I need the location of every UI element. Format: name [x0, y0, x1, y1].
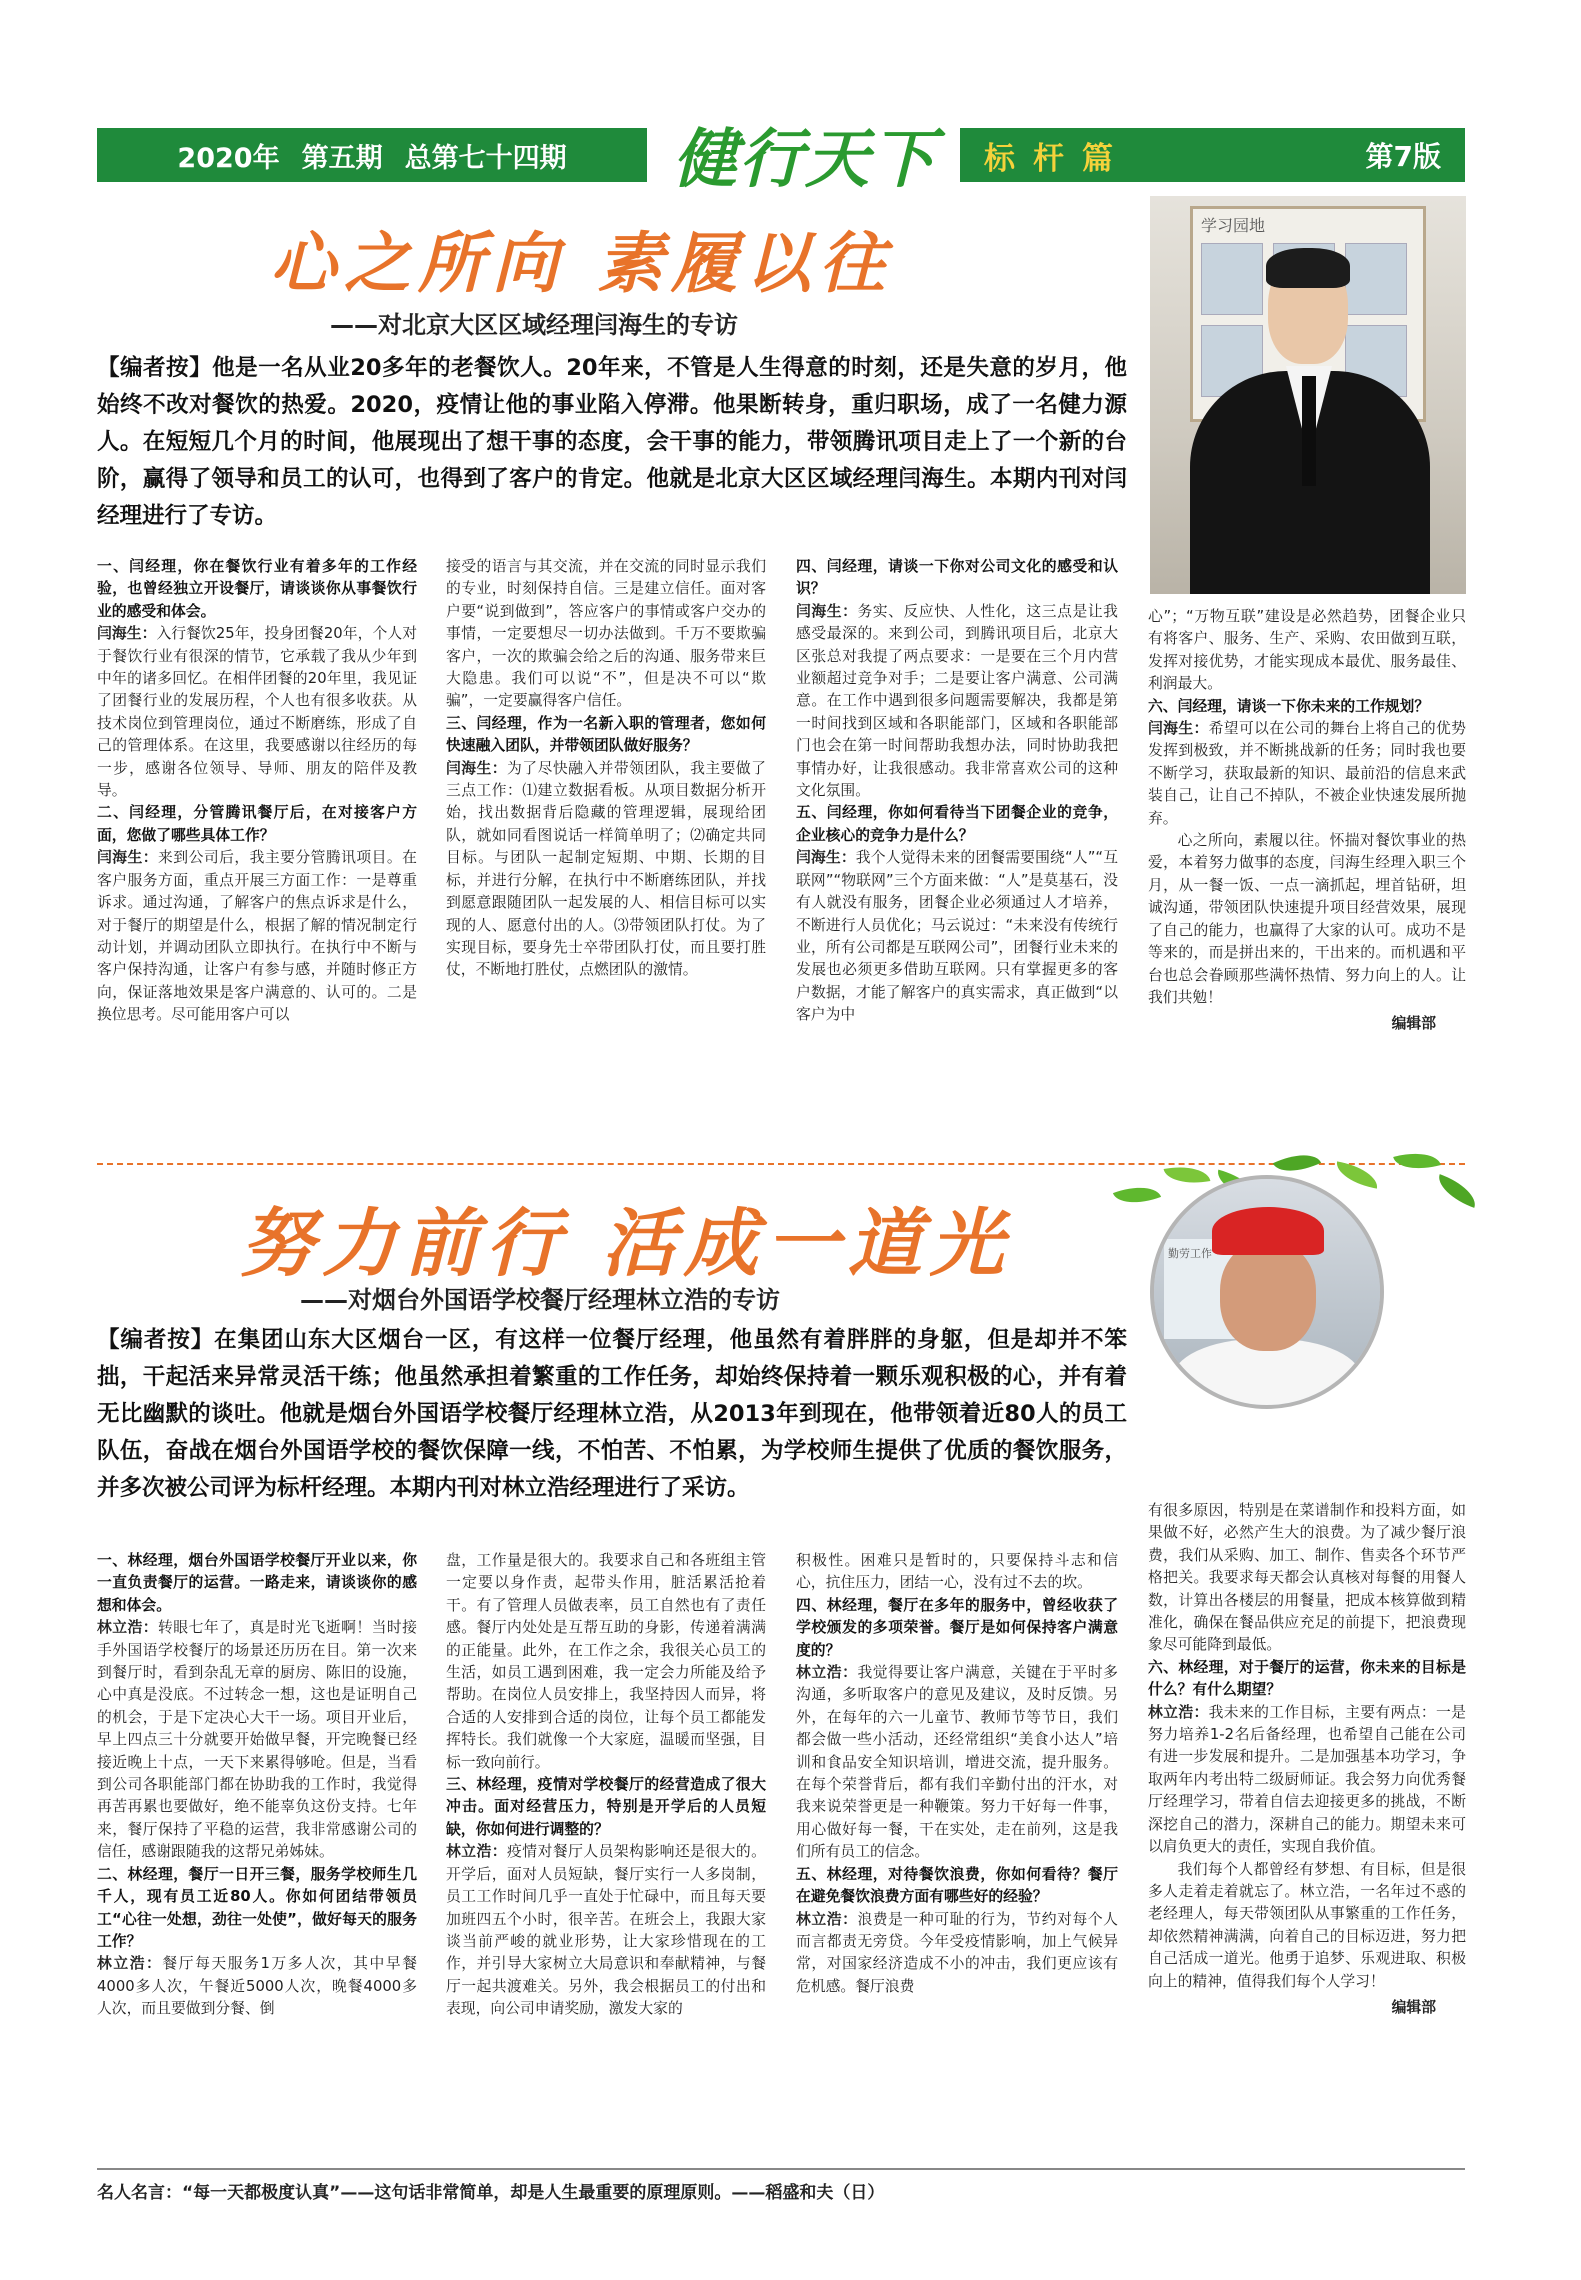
article2-answer-5: 浪费是一种可耻的行为，节约对每个人而言都责无旁贷。今年受疫情影响，加上气候异常，对国家经济造成不小的冲击，我们更应该有危机感。餐厅浪费 [796, 1910, 1118, 1995]
article1-answer-1: 入行餐饮25年，投身团餐20年，个人对于餐饮行业有很深的情节，它承载了我从少年到中年的诸多回忆。在相伴团餐的20年里，我见证了团餐行业的发展历程，个人也有很多收获。从技术岗位到管理岗位，通过不断磨练，形成了自己的管理体系。在这里，我要感谢以往经历的每一步，感谢各位领导、导师、朋友的陪伴及教导。 [97, 625, 417, 800]
article2-answer-2: 餐厅每天服务1万多人次，其中早餐4000多人次，午餐近5000人次，晚餐4000多人次，而且要做到分餐、倒 [97, 1955, 417, 2018]
page-number: 第7版 [1365, 140, 1441, 173]
article2-question-5: 五、林经理，对待餐饮浪费，你如何看待？餐厅在避免餐饮浪费方面有哪些好的经验？ [796, 1865, 1118, 1906]
article1-answer-3: 为了尽快融入并带领团队，我主要做了三点工作：⑴建立数据看板。从项目数据分析开始，找出数据背后隐藏的管理逻辑，展现给团队，就如同看图说话一样简单明了；⑵确定共同目标。与团队一起制定短期、中期、长期的目标，并进行分解，在执行中不断磨练团队，并找到愿意跟随团队一起发展的人、相信目标可以实现的人、愿意付出的人。⑶带领团队打仗。为了实现目标，要身先士卒带团队打仗，而且要打胜仗，不断地打胜仗，点燃团队的激情。 [446, 759, 766, 979]
article2-answer-4: 我觉得要让客户满意，关键在于平时多沟通，多听取客户的意见及建议，及时反馈。另外，在每年的六一儿童节、教师节等节日，我们都会做一些小活动，还经常组织“美食小达人”培训和食品安全知识培训，增进交流，提升服务。在每个荣誉背后，都有我们辛勤付出的汗水，对我来说荣誉更是一种鞭策。努力干好每一件事，用心做好每一餐，干在实处，走在前列，这是我们所有员工的信念。 [796, 1664, 1118, 1861]
notice-board-title: 学习园地 [1201, 216, 1266, 235]
interviewee-name: 林立浩： [796, 1664, 858, 1682]
article1-question-3: 三、闫经理，作为一名新入职的管理者，您如何快速融入团队，并带领团队做好服务？ [446, 714, 766, 755]
article2-answer-5-cont: 有很多原因，特别是在菜谱制作和投料方面，如果做不好，必然产生大的浪费。为了减少餐厅浪费，我们从采购、加工、制作、售卖各个环节严格把关。我要求每天都会认真核对每餐的用餐人数，计算出各楼层的用餐量，把成本核算做到精准化，确保在餐品供应充足的前提下，把浪费现象尽可能降到最低。 [1148, 1502, 1466, 1654]
article1-answer-2-cont: 接受的语言与其交流，并在交流的同时显示我们的专业，时刻保持自信。三是建立信任。面对客户要“说到做到”，答应客户的事情或客户交办的事情，一定要想尽一切办法做到。千万不要欺骗客户，一次的欺骗会给之后的沟通、服务带来巨大隐患。我们可以说“不”，但是决不可以“欺骗”，一定要赢得客户信任。 [446, 558, 766, 710]
article1-question-6: 六、闫经理，请谈一下你未来的工作规划？ [1148, 697, 1430, 715]
article1-question-2: 二、闫经理，分管腾讯餐厅后，在对接客户方面，您做了哪些具体工作？ [97, 804, 417, 844]
interviewee-name: 闫海生： [796, 849, 856, 867]
article1-answer-2: 来到公司后，我主要分管腾讯项目。在客户服务方面，重点开展三方面工作：一是尊重诉求。通过沟通，了解客户的焦点诉求是什么，对于餐厅的期望是什么，根据了解的情况制定行动计划，并调动团队立即执行。在执行中不断与客户保持沟通，让客户有参与感，并随时修正方向，保证落地效果是客户满意的、认可的。二是换位思考。尽可能用客户可以 [97, 849, 417, 1024]
article1-portrait-photo [1150, 196, 1466, 594]
interviewee-name: 林立浩： [796, 1910, 858, 1928]
article1-answer-6: 希望可以在公司的舞台上将自己的优势发挥到极致，并不断挑战新的任务；同时我也要不断学习，获取最新的知识、最前沿的信息来武装自己，让自己不掉队，不被企业快速发展所抛弃。 [1148, 720, 1466, 827]
article2-column-3 [796, 1550, 1118, 1998]
article2-answer-6: 我未来的工作目标，主要有两点：一是努力培养1-2名后备经理，也希望自己能在公司有进一步发展和提升。二是加强基本功学习，争取两年内考出特二级厨师证。我会努力向优秀餐厅经理学习，带着自信去迎接更多的挑战，不断深挖自己的潜力，深耕自己的能力。期望未来可以肩负更大的责任，实现自我价值。 [1148, 1703, 1466, 1856]
article2-headline: 努力前行 活成一道光 [240, 1201, 1012, 1287]
article1-column-3 [796, 556, 1118, 1027]
issue-number: 第五期 [301, 142, 383, 174]
article1-editor-note: 【编者按】他是一名从业20多年的老餐饮人。20年来，不管是人生得意的时刻，还是失意的岁月，他始终不改对餐饮的热爱。2020，疫情让他的事业陷入停滞。他果断转身，重归职场，成了一名健力源人。在短短几个月的时间，他展现出了想干事的态度，会干事的能力，带领腾讯项目走上了一个新的台阶，赢得了领导和员工的认可，也得到了客户的肯定。他就是北京大区区域经理闫海生。本期内刊对闫经理进行了专访。 [97, 355, 1127, 529]
article1-question-1: 一、闫经理，你在餐饮行业有着多年的工作经验，也曾经独立开设餐厅，请谈谈你从事餐饮行业的感受和体会。 [97, 558, 417, 620]
section-bar [960, 128, 1465, 182]
article1-question-5: 五、闫经理，你如何看待当下团餐企业的竞争，企业核心的竞争力是什么？ [796, 804, 1118, 844]
issue-year: 2020年 [177, 142, 280, 174]
article2-answer-3: 疫情对餐厅人员架构影响还是很大的。开学后，面对人员短缺，餐厅实行一人多岗制，员工工作时间几乎一直处于忙碌中，而且每天要加班四五个小时，很辛苦。在班会上，我跟大家谈当前严峻的就业形势，让大家珍惜现在的工作，并引导大家树立大局意识和奉献精神，与餐厅一起共渡难关。另外，我会根据员工的付出和表现，向公司申请奖励，激发大家的 [446, 1843, 766, 2018]
interviewee-name: 闫海生： [796, 602, 858, 620]
article2-portrait-photo [1150, 1175, 1384, 1409]
footer-quote: 名人名言：“每一天都极度认真”——这句话非常简单，却是人生最重要的原理原则。——稻盛和夫（日） [97, 2183, 885, 2203]
footer-rule [97, 2168, 1465, 2170]
article2-answer-3-cont: 积极性。困难只是暂时的，只要保持斗志和信心，抗住压力，团结一心，没有过不去的坎。 [796, 1552, 1118, 1592]
article2-question-4: 四、林经理，餐厅在多年的服务中，曾经收获了学校颁发的多项荣誉。餐厅是如何保持客户满意度的？ [796, 1596, 1118, 1659]
article2-question-6: 六、林经理，对于餐厅的运营，你未来的目标是什么？有什么期望？ [1148, 1658, 1466, 1699]
article1-closing: 心之所向，素履以往。怀揣对餐饮事业的热爱，本着努力做事的态度，闫海生经理入职三个月，从一餐一饭、一点一滴抓起，埋首钻研，坦诚沟通，带领团队快速提升项目经营效果，展现了自己的能力，也赢得了大家的认可。成功不是等来的，而是拼出来的，干出来的。而机遇和平台也总会眷顾那些满怀热情、努力向上的人。让我们共勉！ [1148, 832, 1466, 1006]
article1-column-1 [97, 556, 417, 1027]
masthead-logo: 健行天下 [673, 122, 937, 197]
article2-column-1 [97, 1550, 417, 2021]
article1-answer-5-cont: 心”；“万物互联”建设是必然趋势，团餐企业只有将客户、服务、生产、采购、农田做到互联，发挥对接优势，才能实现成本最优、服务最佳、利润最大。 [1148, 608, 1466, 693]
article2-editor-note: 【编者按】在集团山东大区烟台一区，有这样一位餐厅经理，他虽然有着胖胖的身躯，但是却并不笨拙，干起活来异常灵活干练；他虽然承担着繁重的工作任务，却始终保持着一颗乐观积极的心，并有着无比幽默的谈吐。他就是烟台外国语学校餐厅经理林立浩，从2013年到现在，他带领着近80人的员工队伍，奋战在烟台外国语学校的餐饮保障一线，不怕苦、不怕累，为学校师生提供了优质的餐饮服务，并多次被公司评为标杆经理。本期内刊对林立浩经理进行了采访。 [97, 1327, 1127, 1501]
interviewee-name: 闫海生： [1148, 720, 1209, 738]
interviewee-name: 闫海生： [97, 849, 159, 867]
interviewee-name: 林立浩： [1148, 1703, 1209, 1721]
article1-subtitle: ——对北京大区区域经理闫海生的专访 [330, 311, 738, 339]
article1-question-4: 四、闫经理，请谈一下你对公司文化的感受和认识？ [796, 558, 1118, 598]
article2-answer-1: 转眼七年了，真是时光飞逝啊！当时接手外国语学校餐厅的场景还历历在目。第一次来到餐厅时，看到杂乱无章的厨房、陈旧的设施，心中真是没底。不过转念一想，这也是证明自己的机会，于是下定决心大干一场。项目开业后，早上四点三十分就要开始做早餐，开完晚餐已经接近晚上十点，一天下来累得够呛。但是，当看到公司各职能部门都在协助我的工作时，我觉得再苦再累也要做好，绝不能辜负这份支持。七年来，餐厅保持了平稳的运营，我非常感谢公司的信任，感谢跟随我的这帮兄弟姊妹。 [97, 1619, 417, 1861]
article2-closing: 我们每个人都曾经有梦想、有目标，但是很多人走着走着就忘了。林立浩，一名年过不惑的老经理人，每天带领团队从事繁重的工作任务，却依然精神满满，向着自己的目标迈进，努力把自己活成一道光。他勇于追梦、乐观进取、积极向上的精神，值得我们每个人学习！ [1148, 1860, 1466, 1990]
article2-signature: 编辑部 [1391, 1998, 1436, 2016]
article2-column-2 [446, 1550, 766, 2021]
interviewee-name: 林立浩： [97, 1955, 163, 1973]
interviewee-name: 闫海生： [446, 759, 508, 777]
issue-total: 总第七十四期 [404, 142, 567, 174]
article2-subtitle: ——对烟台外国语学校餐厅经理林立浩的专访 [300, 1286, 780, 1314]
poster-text: 勤劳工作 [1168, 1247, 1212, 1260]
article1-answer-4: 务实、反应快、人性化，这三点是让我感受最深的。来到公司，到腾讯项目后，北京大区张总对我提了两点要求：一是要在三个月内营业额超过竞争对手；二是要让客户满意、公司满意。在工作中遇到很多问题需要解决，我都是第一时间找到区域和各职能部门，区域和各职能部门也会在第一时间帮助我想办法，同时协助我把事情办好，让我很感动。我非常喜欢公司的这种文化氛围。 [796, 602, 1118, 800]
article2-answer-2-cont: 盘，工作量是很大的。我要求自己和各班组主管一定要以身作责，起带头作用，脏活累活抢着干。有了管理人员做表率，员工自然也有了责任感。餐厅内处处是互帮互助的身影，传递着满满的正能量。此外，在工作之余，我很关心员工的生活，如员工遇到困难，我一定会力所能及给予帮助。在岗位人员安排上，我坚持因人而异，将合适的人安排到合适的岗位，让每个员工都能发挥特长。我们就像一个大家庭，温暖而坚强，目标一致向前行。 [446, 1552, 766, 1771]
interviewee-name: 闫海生： [97, 625, 157, 643]
issue-info-bar [97, 128, 647, 182]
interviewee-name: 林立浩： [446, 1843, 508, 1861]
interviewee-name: 林立浩： [97, 1619, 159, 1637]
article1-column-2 [446, 556, 766, 982]
article2-question-3: 三、林经理，疫情对学校餐厅的经营造成了很大冲击。面对经营压力，特别是开学后的人员短缺，你如何进行调整的？ [446, 1776, 766, 1838]
section-name: 标杆篇 [984, 140, 1131, 177]
article2-column-4 [1148, 1500, 1466, 2019]
article2-question-1: 一、林经理，烟台外国语学校餐厅开业以来，你一直负责餐厅的运营。一路走来，请谈谈你的感想和体会。 [97, 1552, 417, 1614]
article1-column-4 [1148, 606, 1466, 1036]
article1-signature: 编辑部 [1391, 1015, 1436, 1033]
article1-headline: 心之所向 素履以往 [270, 224, 893, 302]
article2-question-2: 二、林经理，餐厅一日开三餐，服务学校师生几千人，现有员工近80人。你如何团结带领员工“心往一处想，劲往一处使”，做好每天的服务工作？ [97, 1865, 417, 1950]
article1-answer-5: 我个人觉得未来的团餐需要围绕“人”“互联网”“物联网”三个方面来做：“人”是莫基石，没有人就没有服务，团餐企业必须通过人才培养，不断进行人员优化；马云说过：“未来没有传统行业，所有公司都是互联网公司”，团餐行业未来的发展也必须更多借助互联网。只有掌握更多的客户数据，才能了解客户的真实需求，真正做到“以客户为中 [796, 849, 1118, 1024]
